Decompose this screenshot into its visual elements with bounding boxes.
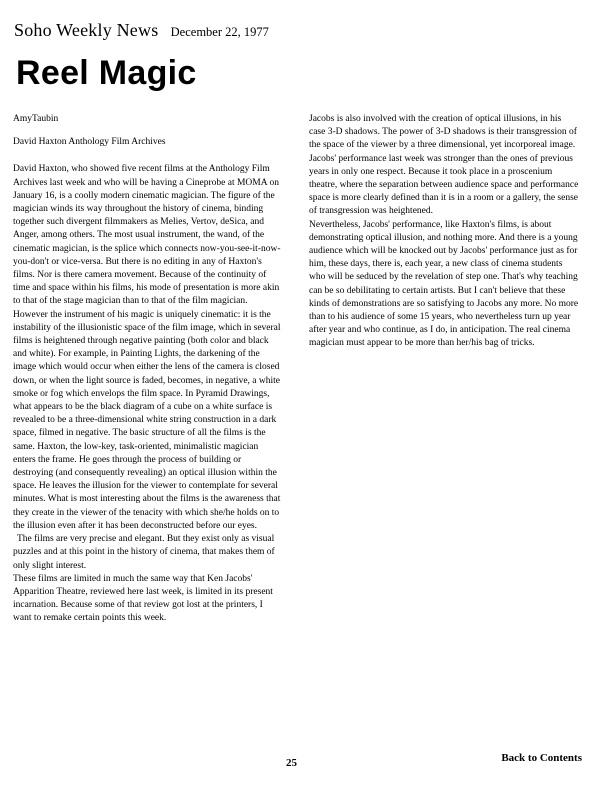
masthead [14,20,269,41]
article-title: Reel Magic [16,54,197,92]
article-column-left [13,113,283,626]
publication-name: Soho Weekly News [14,20,159,40]
body-paragraph: David Haxton, who showed five recent films at the Anthology Film Archives last week and who will be having a Cineprobe at MOMA on January 16, is a coolly modern cinematic magician. The figure of the magician winds its way throughout the history of cinema, binding together such divergent filmmakers as Melies, Vertov, deSica, and Anger, among others. The most usual instrument, the wand, of the cinematic magician, is the splice which connects now-you-see-it-now-you-don't or vice-versa. But there is no editing in any of Haxton's films. Nor is there camera movement. Because of the continuity of time and space within his films, his mode of presentation is more akin to that of the stage magician than to that of the film magician. However the instrument of his magic is uniquely cinematic: it is the instability of the illusionistic space of the film image, which in several films is heightened through negative painting (both color and black and white). For example, in Painting Lights, the darkening of the image which would occur when either the lens of the camera is closed down, or when the light source is faded, becomes, in negative, a white smoke or fog which envelops the film space. In Pyramid Drawings, what appears to be the black diagram of a cube on a white surface is revealed to be a three-dimensional white string construction in a dark space, filmed in negative. The basic structure of all the films is the same. Haxton, the low-key, task-oriented, minimalistic magician enters the frame. He goes through the process of building or destroying (and consequently revealing) an optical illusion within the space. He leaves the illusion for the viewer to contemplate for several minutes. What is most interesting about the films is the awareness that they create in the viewer of the tenacity with which she/he holds on to the illusion even after it has been deconstructed before our eyes. [13,164,281,531]
body-paragraph: Nevertheless, Jacobs' performance, like Haxton's films, is about demonstrating optical illusion, and nothing more. And there is a young audience which will be knocked out by Jacobs' performance just as for him, these days, there is, each year, a new class of cinema students who will be seduced by the revelation of step one. That's why teaching can be so debilitating to certain artists. But I can't believe that these kinds of demonstrations are so satisfying to Jacobs any more. No more than to his audience of some 15 years, who nevertheless turn up year after year and who continue, as I do, in anticipation. The real cinema magician must appear to be more than her/his bag of tricks. [309,219,579,349]
issue-date: December 22, 1977 [170,25,269,39]
page-number: 25 [286,757,297,769]
article-subhead: David Haxton Anthology Film Archives [13,137,166,148]
back-to-contents-link[interactable]: Back to Contents [501,752,582,764]
article-column-right [309,113,579,351]
article-author: AmyTaubin [13,114,59,124]
body-paragraph: Jacobs is also involved with the creation of optical illusions, in his case 3-D shadows. The power of 3-D shadows is their transgression of the space of the viewer by a three dimensional, yet incorporeal image. Jacobs' performance last week was stronger than the ones of previous years in only one respect. Because it took place in a proscenium theatre, where the separation between audience space and performance space is more clearly defined than it is in a room or a gallery, the sense of transgression was heightened. [309,114,579,217]
body-paragraph: These films are limited in much the same way that Ken Jacobs' Apparition Theatre, reviewed here last week, is limited in its present incarnation. Because some of that review got lost at the printers, I want to remake certain points this week. [13,573,273,624]
body-paragraph: The films are very precise and elegant. But they exist only as visual puzzles and at this point in the history of cinema, that makes them of only slight interest. [13,534,275,571]
